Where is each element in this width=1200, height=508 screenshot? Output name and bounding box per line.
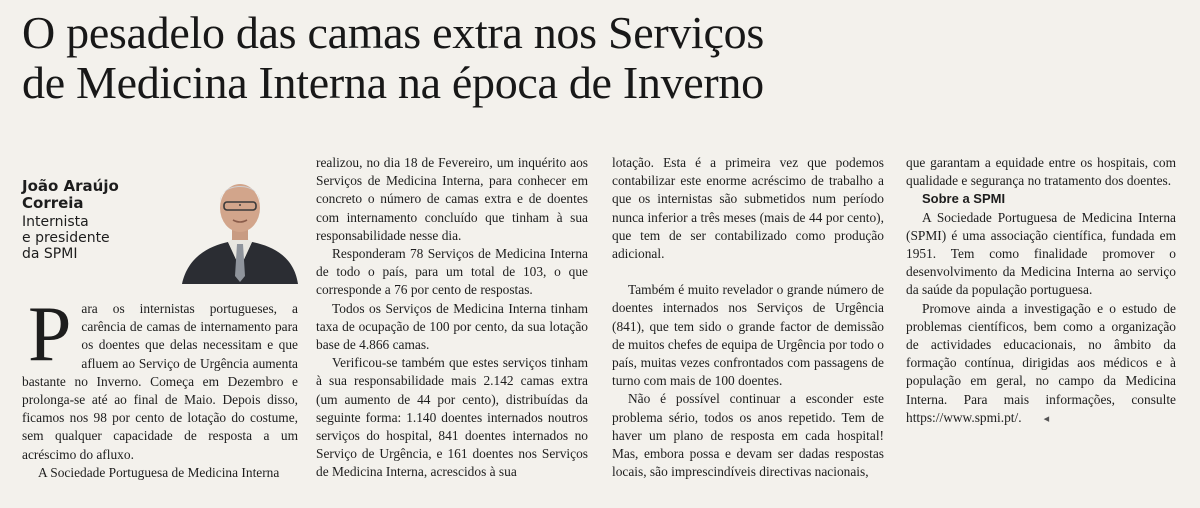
paragraph: Responderam 78 Serviços de Medicina Interna de todo o país, para um total de 103, o que corresponde a 76 por cento de respostas. xyxy=(316,246,588,298)
author-role xyxy=(22,214,172,262)
article-column-1 xyxy=(22,290,298,482)
article-column-3 xyxy=(612,154,884,481)
end-of-article-icon: ◂ xyxy=(1043,412,1050,425)
headline xyxy=(22,8,1192,108)
author-portrait xyxy=(180,172,300,284)
author-role-line-3: da SPMI xyxy=(22,246,78,262)
paragraph: Todos os Serviços de Medicina Interna tinham taxa de ocupação de 100 por cento, da sua lotação base de 4.866 camas. xyxy=(316,300,588,353)
paragraph-text: Promove ainda a investigação e o estudo de problemas científicos, bem como a organização de actividades educacionais, no âmbito da formação contínua, dirigidas aos médicos e à população em geral, no campo da Medicina Interna. Para mais informações, consulte https://www.spmi.pt/. xyxy=(906,300,1176,425)
article-column-2 xyxy=(316,154,588,482)
author-name-line-2: Correia xyxy=(22,194,84,212)
paragraph: ara os internistas portugueses, a carência de camas de internamento para os doentes que delas necessitam e que afluem ao Serviço de Urgência aumenta bastante no Inverno. Começa em Dezembro e prolonga-se até ao final de Maio. Depois disso, ficamos nos 98 por cento de lotação do costume, sem qualquer capacidade de resposta a um acréscimo do afluxo. xyxy=(22,301,298,462)
article-column-4 xyxy=(906,154,1176,428)
drop-cap: P xyxy=(28,290,72,377)
paragraph: realizou, no dia 18 de Fevereiro, um inquérito aos Serviços de Medicina Interna, para conhecer em concreto o número de camas extra e de doentes com internamento concluído que tinham à sua responsabilidade nesse dia. xyxy=(316,155,588,243)
paragraph: A Sociedade Portuguesa de Medicina Interna xyxy=(38,464,280,480)
paragraph: que garantam a equidade entre os hospitais, com qualidade e segurança no tratamento dos doentes. xyxy=(906,155,1176,189)
author-box xyxy=(22,172,302,284)
author-name xyxy=(22,178,172,212)
paragraph: Não é possível continuar a esconder este problema sério, todos os anos repetido. Tem de haver um plano de resposta em cada hospital! Mas, embora possa e devam ser dadas respostas locais, são imprescindíveis directivas nacionais, xyxy=(612,391,884,480)
headline-line-1: O pesadelo das camas extra nos Serviços xyxy=(22,7,764,58)
paragraph: Verificou-se também que estes serviços tinham à sua responsabilidade mais 2.142 camas extra (um aumento de 44 por cento), distribuídas da seguinte forma: 1.140 doentes internados noutros serviços do hospital, 841 doentes internados no Serviço de Urgência, e 161 doentes nos Serviços de Medicina Interna, acrescidos à sua xyxy=(316,355,588,480)
author-name-line-1: João Araújo xyxy=(22,177,119,195)
section-subtitle: Sobre a SPMI xyxy=(922,191,1006,207)
paragraph: Também é muito revelador o grande número de doentes internados nos Serviços de Urgência (841), que tem sido o grande factor de demissão de muitos chefes de equipa de Urgência por todo o país, muitas vezes confrontados com passagens de turno com mais de 100 doentes. xyxy=(612,282,884,389)
author-role-line-1: Internista xyxy=(22,214,89,230)
paragraph xyxy=(906,300,1176,428)
paragraph: lotação. Esta é a primeira vez que podemos contabilizar este enorme acréscimo de trabalho a que os internistas são submetidos num período nunca inferior a três meses (mais de 44 por cento), que tem de ser contabilizado como produção adicional. xyxy=(612,155,884,262)
headline-line-2: de Medicina Interna na época de Inverno xyxy=(22,57,764,108)
paragraph: A Sociedade Portuguesa de Medicina Interna (SPMI) é uma associação científica, fundada em 1951. Tem como finalidade promover o desenvolvimento da Medicina Interna ao serviço da saúde da população portuguesa. xyxy=(906,209,1176,298)
author-role-line-2: e presidente xyxy=(22,230,110,246)
